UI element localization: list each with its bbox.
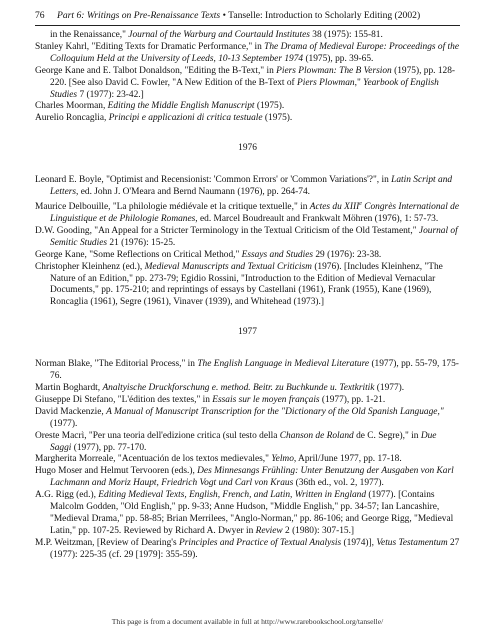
italic-title: Journal of Semitic Studies: [50, 225, 458, 248]
entry-text: George Kane, "Some Reflections on Critical Method,": [35, 249, 242, 260]
entry-text: Giuseppe Di Stefano, "L'édition des textes," in: [35, 394, 213, 405]
italic-title: Medieval Manuscripts and Textual Criticism: [144, 261, 312, 272]
italic-title: Editing Medieval Texts, English, French, and Latin, Written in England: [98, 490, 367, 501]
entry-text: D.W. Gooding, "An Appeal for a Stricter Terminology in the Textual Criticism of the Old Testament,": [35, 225, 419, 236]
entry-text: 21 (1976): 15-25.: [107, 237, 176, 248]
bibliography-entry: [35, 30, 460, 42]
italic-title: Actes du XIII: [309, 202, 360, 213]
entry-text: 27 (1977): 225-35 (cf. 29 [1979]: 355-59).: [50, 537, 460, 560]
italic-title: Congrès International de Linguistique et de Philologie Romanes: [50, 202, 460, 224]
italic-title: Essais sur le moyen français: [212, 394, 320, 405]
entries-1977: [35, 359, 460, 561]
entry-text: Christopher Kleinhenz (ed.),: [35, 261, 145, 272]
entry-text: Norman Blake, "The Editorial Process," in: [35, 359, 198, 370]
entry-text: A.G. Rigg (ed.),: [35, 490, 99, 501]
bibliography-entry: [35, 226, 460, 250]
bibliography-entry: [35, 42, 460, 66]
entry-text: Oreste Macrì, "Per una teoria dell'edizione critica (sul testo della: [35, 430, 280, 441]
entry-text: Charles Moorman,: [35, 101, 108, 112]
entry-text: Martin Boghardt,: [35, 382, 103, 393]
entry-text: Leonard E. Boyle, "Optimist and Recensionist: 'Common Errors' or 'Common Variations'?", in: [35, 175, 392, 186]
bibliography-entry: [35, 66, 460, 102]
bibliography-entry: [35, 113, 460, 125]
year-heading-1976: 1976: [238, 143, 257, 154]
italic-title: Principi e applicazioni di critica testuale: [108, 113, 263, 124]
bibliography-entry: [35, 538, 460, 562]
italic-title: Piers Plowman: [297, 77, 355, 88]
entry-text: (1977).: [374, 382, 405, 393]
entry-text: (1974)],: [341, 537, 377, 548]
bibliography-entry: [35, 359, 460, 383]
entry-text: Margherita Morreale, "Acentuación de los textos medievales,": [35, 454, 272, 465]
entry-text: (1976). [Includes Kleinhenz, "The Nature of an Edition," pp. 273-79; Egidio Rossini, "Introduction to the Edition of Medieval Vernacular Documents," pp. 175-210; and reprintings of essays by Castellani (1961), Frank (1955), Kane (1969), Roncaglia (1961), Segre (1961), Vinaver (1939), and Whitehead (1973).]: [50, 261, 443, 308]
entry-text: David Mackenzie,: [35, 406, 107, 417]
italic-title: A Manual of Manuscript Transcription for the "Dictionary of the Old Spanish Language,": [106, 406, 444, 417]
bibliography-entry: [35, 431, 460, 455]
italic-title: Review: [255, 525, 283, 536]
entry-text: (1977), pp. 55-79, 175-76.: [50, 359, 459, 382]
italic-title: Principles and Practice of Textual Analysis: [178, 537, 342, 548]
bibliography: [35, 30, 460, 562]
italic-title: The English Language in Medieval Literature: [197, 359, 370, 370]
header-subtitle: Tanselle: Introduction to Scholarly Editing (2002): [228, 10, 421, 21]
year-heading-1977: 1977: [238, 327, 257, 338]
entry-text: Stanley Kahrl, "Editing Texts for Dramatic Performance," in: [35, 41, 265, 52]
entry-text: 38 (1975): 155-81.: [309, 30, 383, 40]
header-rule: [35, 25, 460, 26]
bibliography-entry: [35, 466, 460, 490]
entry-text: M.P. Weitzman, [Review of Dearing's: [35, 537, 179, 548]
bibliography-entry: [35, 250, 460, 262]
entry-text: 7 (1977): 23-42.]: [77, 89, 144, 100]
italic-title: Piers Plowman: The B Version: [276, 65, 392, 76]
bibliography-entry: [35, 199, 460, 226]
bibliography-entry: [35, 395, 460, 407]
italic-title: The Drama of Medieval Europe: Proceedings of the Colloquium Held at the University of Leeds, 10-13 September 1974: [50, 41, 459, 64]
entry-text: , ed. Marcel Boudreault and Frankwalt Möhren (1976), 1: 57-73.: [195, 214, 439, 224]
bibliography-entry: [35, 490, 460, 538]
italic-title: Latin Script and Letters: [50, 175, 453, 198]
italic-title: Des Minnesangs Frühling: Unter Benutzung der Ausgaben von Karl Lachmann and Moriz Haupt, Friedrich Vogt und Carl von Kraus: [50, 466, 454, 489]
bibliography-entry: [35, 101, 460, 113]
entry-text: (1977), pp. 77-170.: [71, 442, 147, 453]
entry-text: (1977), pp. 1-21.: [319, 394, 386, 405]
italic-title: Yearbook of English Studies: [50, 77, 439, 100]
bibliography-entry: [35, 454, 460, 466]
italic-title: Yelmo: [271, 454, 294, 465]
entry-text: (1975).: [254, 101, 285, 112]
entry-text: Hugo Moser and Helmut Tervooren (eds.),: [35, 466, 198, 477]
entry-text: 2 (1980): 307-15.]: [282, 525, 355, 536]
entry-text: , April/June 1977, pp. 17-18.: [293, 454, 402, 465]
entry-text: (1975), pp. 128-220. [See also David C. Fowler, "A New Edition of the B-Text of: [50, 65, 456, 88]
entry-text: (1977). [Contains Malcolm Godden, "Old English," pp. 9-33; Anne Hudson, "Middle English," pp. 34-57; Ian Lancashire, "Medieval Drama," pp. 58-85; Brian Merrilees, "Anglo-Norman," pp. 86-106; and George Rigg, "Medieval Latin," pp. 107-25. Reviewed by Richard A. Dwyer in: [50, 490, 454, 536]
running-title: Part 6: Writings on Pre-Renaissance Texts: [57, 10, 221, 21]
running-header: [35, 10, 460, 21]
italic-title: Analtyische Druckforschung e. method. Beitr. zu Buchkunde u. Textkritik: [102, 382, 375, 393]
italic-title: Due Saggi: [50, 430, 437, 453]
bibliography-entry: [35, 175, 460, 199]
italic-title: Vetus Testamentum: [376, 537, 448, 548]
header-bullet: •: [222, 10, 226, 21]
entry-text: ,": [354, 77, 364, 88]
italic-title: Chanson de Roland: [279, 430, 354, 441]
bibliography-entry: [35, 407, 460, 431]
entry-text: (36th ed., vol. 2, 1977).: [293, 478, 384, 489]
entries-1975-continued: [35, 30, 460, 125]
entry-text: George Kane and E. Talbot Donaldson, "Editing the B-Text," in: [35, 65, 277, 76]
page-footer: This page is from a document available in full at http://www.rarebookschool.org/tanselle/: [111, 617, 384, 626]
bibliography-entry: [35, 383, 460, 395]
entry-text: Maurice Delbouille, "La philologie médiévale et la critique textuelle," in: [35, 202, 310, 213]
page-number: 76: [35, 10, 45, 21]
entries-1976: [35, 175, 460, 309]
entry-text: 29 (1976): 23-38.: [313, 249, 382, 260]
italic-title: Journal of the Warburg and Courtauld Institutes: [128, 30, 310, 40]
entry-text: (1977).: [50, 418, 78, 429]
entry-text: , ed. John J. O'Meara and Bernd Naumann (1976), pp. 264-74.: [76, 187, 310, 198]
italic-title: Editing the Middle English Manuscript: [107, 101, 255, 112]
bibliography-entry: [35, 262, 460, 310]
italic-title: Essays and Studies: [241, 249, 314, 260]
italic-title: e: [359, 200, 362, 207]
entry-text: de C. Segre)," in: [353, 430, 421, 441]
entry-text: (1975), pp. 39-65.: [303, 53, 374, 64]
entry-text: Aurelio Roncaglia,: [35, 113, 109, 124]
entry-text: (1975).: [262, 113, 293, 124]
entry-text: in the Renaissance,": [50, 30, 129, 40]
